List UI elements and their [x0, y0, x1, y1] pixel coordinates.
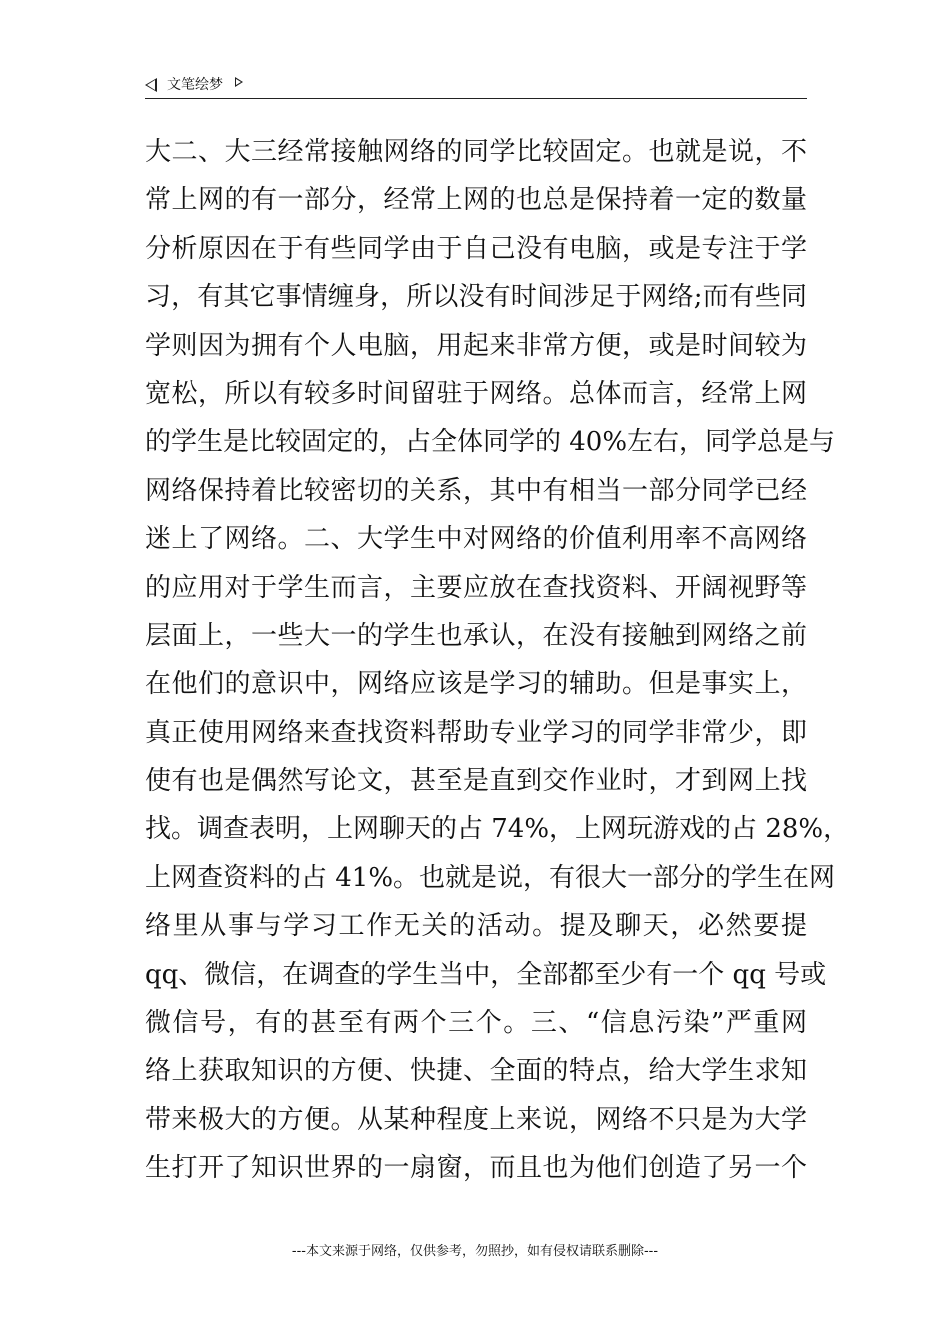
text-line: 迷上了网络。二、大学生中对网络的价值利用率不高网络	[145, 524, 807, 555]
text-line: 络里从事与学习工作无关的活动。提及聊天，必然要提	[145, 911, 807, 942]
text-line: 宽松，所以有较多时间留驻于网络。总体而言，经常上网	[145, 378, 807, 409]
text-line: 带来极大的方便。从某种程度上来说，网络不只是为大学	[145, 1104, 807, 1135]
text-line: 分析原因在于有些同学由于自己没有电脑，或是专注于学	[145, 233, 807, 264]
text-line: 的应用对于学生而言，主要应放在查找资料、开阔视野等	[145, 572, 807, 603]
triangle-right-icon	[235, 77, 243, 87]
text-line: 常上网的有一部分，经常上网的也总是保持着一定的数量	[145, 185, 807, 216]
text-line: 网络保持着比较密切的关系，其中有相当一部分同学已经	[145, 475, 807, 506]
text-line: 习，有其它事情缠身，所以没有时间涉足于网络;而有些同	[145, 282, 807, 313]
text-line: 上网查资料的占 41%。也就是说，有很大一部分的学生在网	[145, 862, 836, 893]
text-line: 的学生是比较固定的，占全体同学的 40%左右，同学总是与	[145, 427, 836, 458]
text-line: 微信号，有的甚至有两个三个。三、“信息污染”严重网	[145, 1008, 807, 1039]
text-line: 大二、大三经常接触网络的同学比较固定。也就是说，不	[145, 137, 807, 167]
document-body	[145, 128, 850, 1193]
text-line: 在他们的意识中，网络应该是学习的辅助。但是事实上，	[145, 669, 807, 700]
footer-notice: ---本文来源于网络，仅供参考，勿照抄，如有侵权请联系删除---	[291, 1244, 659, 1259]
text-line: 生打开了知识世界的一扇窗，而且也为他们创造了另一个	[145, 1153, 807, 1184]
text-line: 真正使用网络来查找资料帮助专业学习的同学非常少，即	[145, 717, 807, 748]
header-title: 文笔绘梦	[167, 77, 223, 93]
text-line: 络上获取知识的方便、快捷、全面的特点，给大学生求知	[145, 1056, 807, 1087]
triangle-left-icon	[145, 78, 157, 92]
text-line: 找。调查表明，上网聊天的占 74%，上网玩游戏的占 28%，	[145, 814, 850, 845]
text-line: 学则因为拥有个人电脑，用起来非常方便，或是时间较为	[145, 330, 807, 361]
text-line: 使有也是偶然写论文，甚至是直到交作业时，才到网上找	[145, 766, 807, 797]
text-line: qq、微信，在调查的学生当中，全部都至少有一个 qq 号或	[145, 959, 827, 990]
text-line: 层面上，一些大一的学生也承认，在没有接触到网络之前	[145, 620, 807, 651]
page-header	[145, 72, 807, 99]
